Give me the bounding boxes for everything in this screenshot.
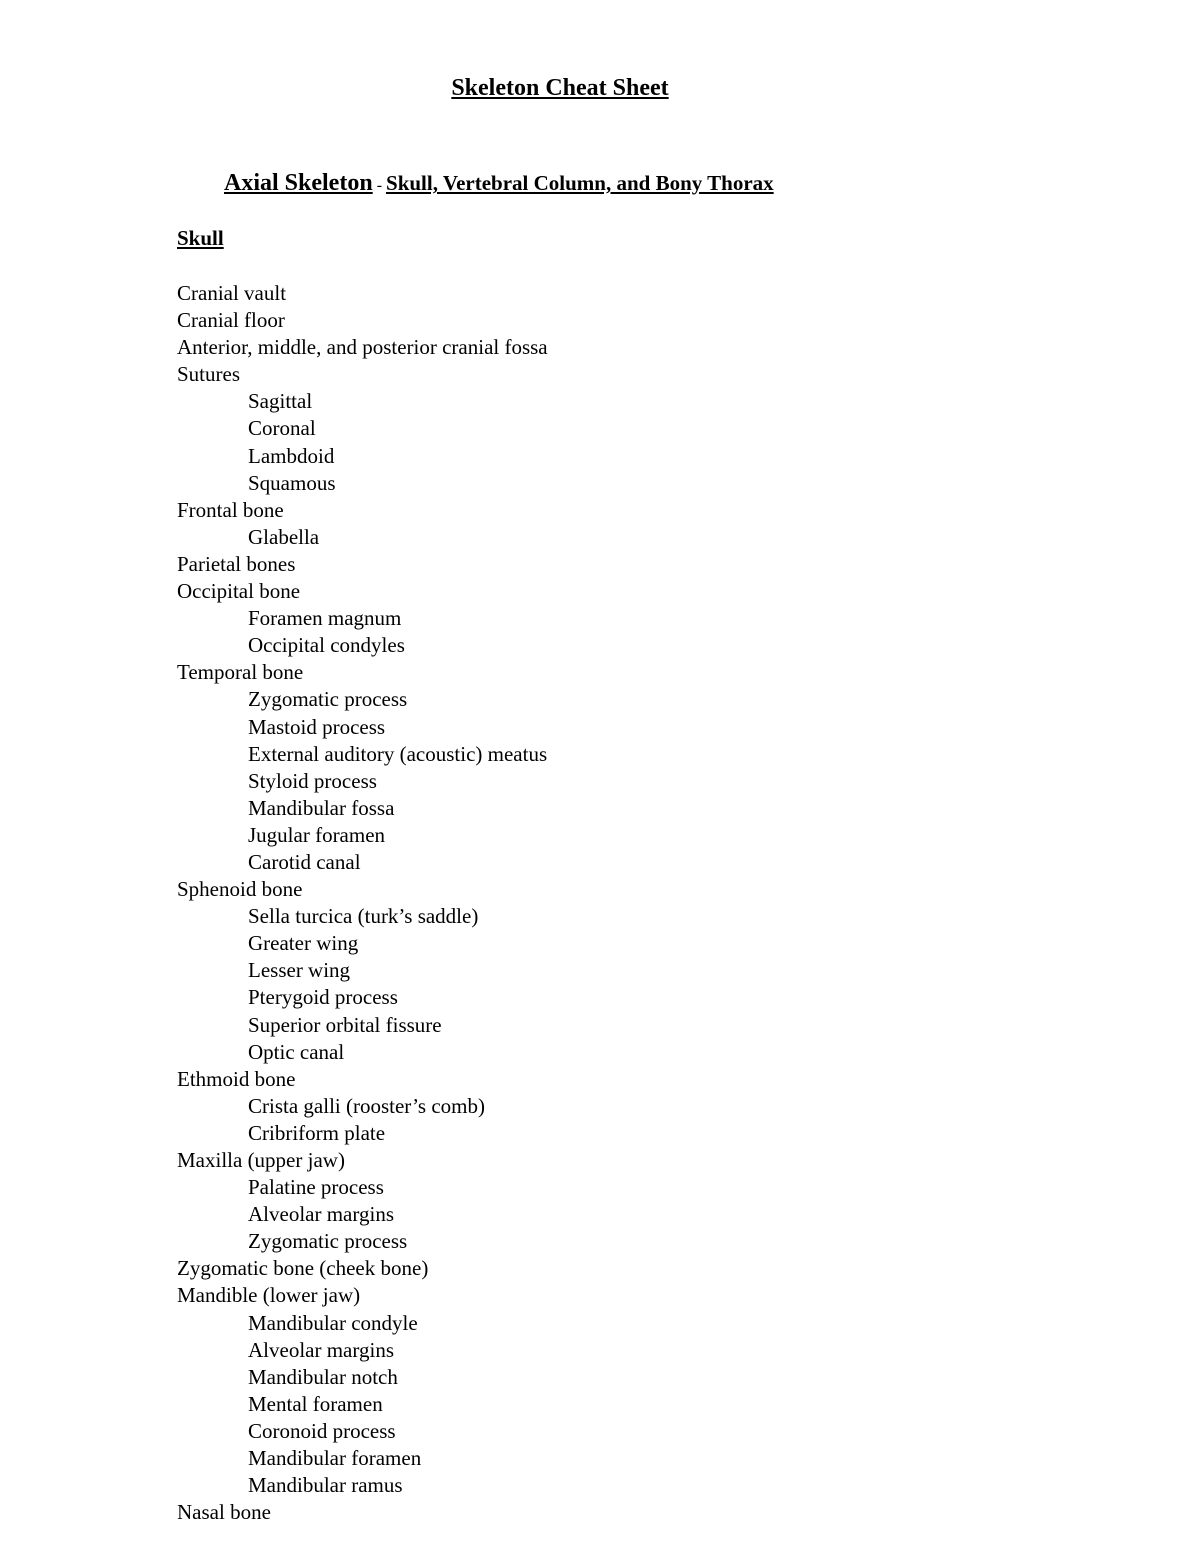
list-subitem: Crista galli (rooster’s comb) [248, 1093, 485, 1118]
list-item: Zygomatic bone (cheek bone) [177, 1256, 429, 1281]
list-subitem: Pterygoid process [248, 985, 398, 1010]
list-subitem: Alveolar margins [248, 1337, 394, 1362]
list-subitem: Coronoid process [248, 1418, 396, 1443]
list-subitem: Sella turcica (turk’s saddle) [248, 904, 479, 929]
list-subitem: Palatine process [248, 1175, 384, 1200]
list-subitem: Optic canal [248, 1039, 345, 1064]
list-item: Anterior, middle, and posterior cranial fossa [177, 335, 548, 360]
document-title: Skeleton Cheat Sheet [451, 75, 669, 101]
list-subitem: Mandibular notch [248, 1364, 398, 1389]
list-subitem: Mandibular foramen [248, 1446, 422, 1471]
list-subitem: Zygomatic process [248, 1229, 408, 1254]
list-subitem: Sagittal [248, 389, 313, 414]
list-subitem: Greater wing [248, 931, 359, 956]
section-heading [224, 168, 774, 201]
list-subitem: Mastoid process [248, 714, 386, 739]
list-subitem: Foramen magnum [248, 606, 402, 631]
list-subitem: Mental foramen [248, 1391, 383, 1416]
section-heading-subtitle: Skull, Vertebral Column, and Bony Thorax [386, 171, 774, 195]
list-subitem: Cribriform plate [248, 1120, 386, 1145]
list-subitem: External auditory (acoustic) meatus [248, 741, 548, 766]
list-item: Frontal bone [177, 497, 284, 522]
list-item: Sutures [177, 362, 240, 387]
list-item: Mandible (lower jaw) [177, 1283, 361, 1308]
bone-list [177, 280, 548, 1526]
list-subitem: Occipital condyles [248, 633, 405, 658]
list-subitem: Superior orbital fissure [248, 1012, 442, 1037]
list-subitem: Mandibular fossa [248, 795, 395, 820]
list-subitem: Alveolar margins [248, 1202, 394, 1227]
list-item: Ethmoid bone [177, 1066, 296, 1091]
list-subitem: Mandibular condyle [248, 1310, 418, 1335]
list-item: Temporal bone [177, 660, 304, 685]
list-subitem: Styloid process [248, 768, 377, 793]
list-item: Maxilla (upper jaw) [177, 1148, 345, 1172]
list-subitem: Lesser wing [248, 958, 351, 983]
list-subitem: Coronal [248, 416, 316, 441]
list-item: Parietal bones [177, 551, 296, 576]
list-subitem: Lambdoid [248, 443, 335, 468]
list-item: Occipital bone [177, 579, 301, 604]
section-heading-main: Axial Skeleton [224, 170, 373, 196]
list-subitem: Mandibular ramus [248, 1473, 403, 1498]
list-item: Cranial floor [177, 308, 285, 333]
section-heading-separator: - [372, 177, 387, 194]
list-subitem: Glabella [248, 524, 320, 549]
list-subitem: Zygomatic process [248, 687, 408, 712]
list-subitem: Squamous [248, 470, 336, 495]
subsection-heading-skull: Skull [177, 226, 224, 250]
list-item: Cranial vault [177, 281, 287, 305]
list-subitem: Jugular foramen [248, 822, 386, 847]
list-subitem: Carotid canal [248, 849, 361, 874]
list-item: Sphenoid bone [177, 877, 303, 902]
list-item: Nasal bone [177, 1500, 271, 1525]
